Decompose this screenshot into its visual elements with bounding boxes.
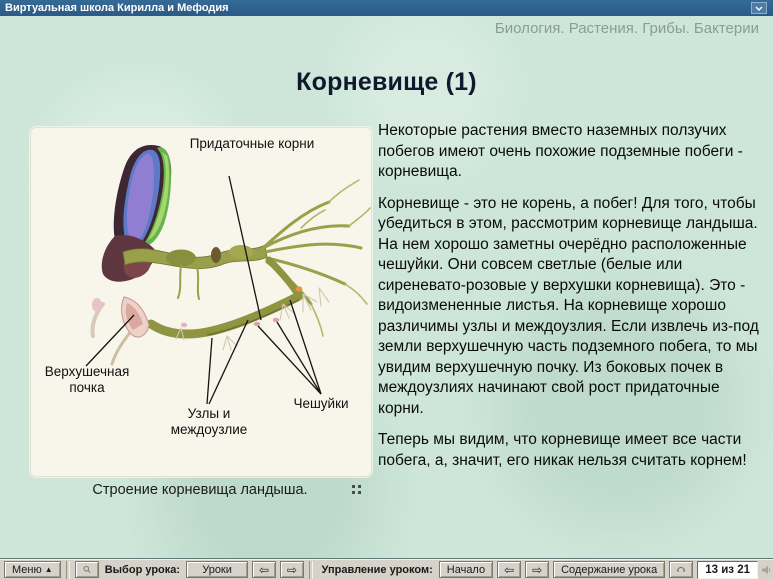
figure-frame [30,127,372,477]
lesson-control-label: Управление уроком: [321,563,433,576]
back-arrow-icon: ⇦ [504,562,515,577]
speaker-icon[interactable] [762,565,771,575]
lesson-contents-button[interactable]: Содержание урока [553,561,665,578]
menu-up-arrow-icon: ▲ [44,565,53,574]
chevron-down-icon [755,6,763,11]
forward-arrow-icon: ⇨ [532,562,543,577]
forward-arrow-icon: ⇨ [287,562,298,577]
search-button[interactable] [75,561,99,578]
page-counter: 13 из 21 [697,561,758,579]
phone-button[interactable] [669,561,693,578]
page-forward-button[interactable] [525,561,549,578]
lesson-back-button[interactable] [252,561,276,578]
figure-zoom-icon[interactable] [352,485,361,494]
course-breadcrumb: Биология. Растения. Грибы. Бактерии [494,20,759,37]
window-titlebar [0,0,773,16]
figure-caption: Строение корневища ландыша. [92,482,308,498]
figure-label-adventitious-roots: Придаточные корни [189,136,315,151]
collapse-window-button[interactable] [751,2,767,14]
toolbar-separator [309,561,313,579]
bottom-toolbar [0,558,773,580]
paragraph-1: Некоторые растения вместо наземных ползучих побегов имеют очень похожие подземные побеги - корневища. [378,122,743,180]
toolbar-separator [66,561,70,579]
figure-label-apical-bud: Верхушечная почка [44,364,130,395]
start-button[interactable]: Начало [439,561,493,578]
figure-label-scales: Чешуйки [293,396,349,411]
back-arrow-icon: ⇦ [259,562,270,577]
paragraph-2: Корневище - это не корень, а побег! Для того, чтобы убедиться в этом, рассмотрим корневище ландыша. На нем хорошо заметны очерёдно расположенные чешуйки. Они совсем светлые (белые или сиреневато-розовые у верхушки корневища). Это - видоизмененные листья. На корневище хорошо различимы узлы и междоузлия. Если извлечь из-под земли верхушечную часть подземного побега, то мы увидим верхушечную почку. Из боковых почек в междоузлиях начинают свой рост придаточные корни. [378,194,759,417]
lesson-text [378,121,767,482]
lesson-select-label: Выбор урока: [104,563,181,576]
paragraph-3: Теперь мы видим, что корневище имеет все части побега, а, значит, его никак нельзя считать корнем! [378,431,747,469]
menu-button[interactable]: Меню ▲ [4,561,61,578]
lessons-button[interactable]: Уроки [186,561,248,578]
handset-icon [677,565,685,574]
window-title: Виртуальная школа Кирилла и Мефодия [5,2,229,14]
lesson-forward-button[interactable] [280,561,304,578]
page-title: Корневище (1) [296,68,477,96]
magnifier-icon [83,564,91,575]
page-back-button[interactable] [497,561,521,578]
figure-label-nodes-internode: Узлы и междоузлие [170,406,248,437]
